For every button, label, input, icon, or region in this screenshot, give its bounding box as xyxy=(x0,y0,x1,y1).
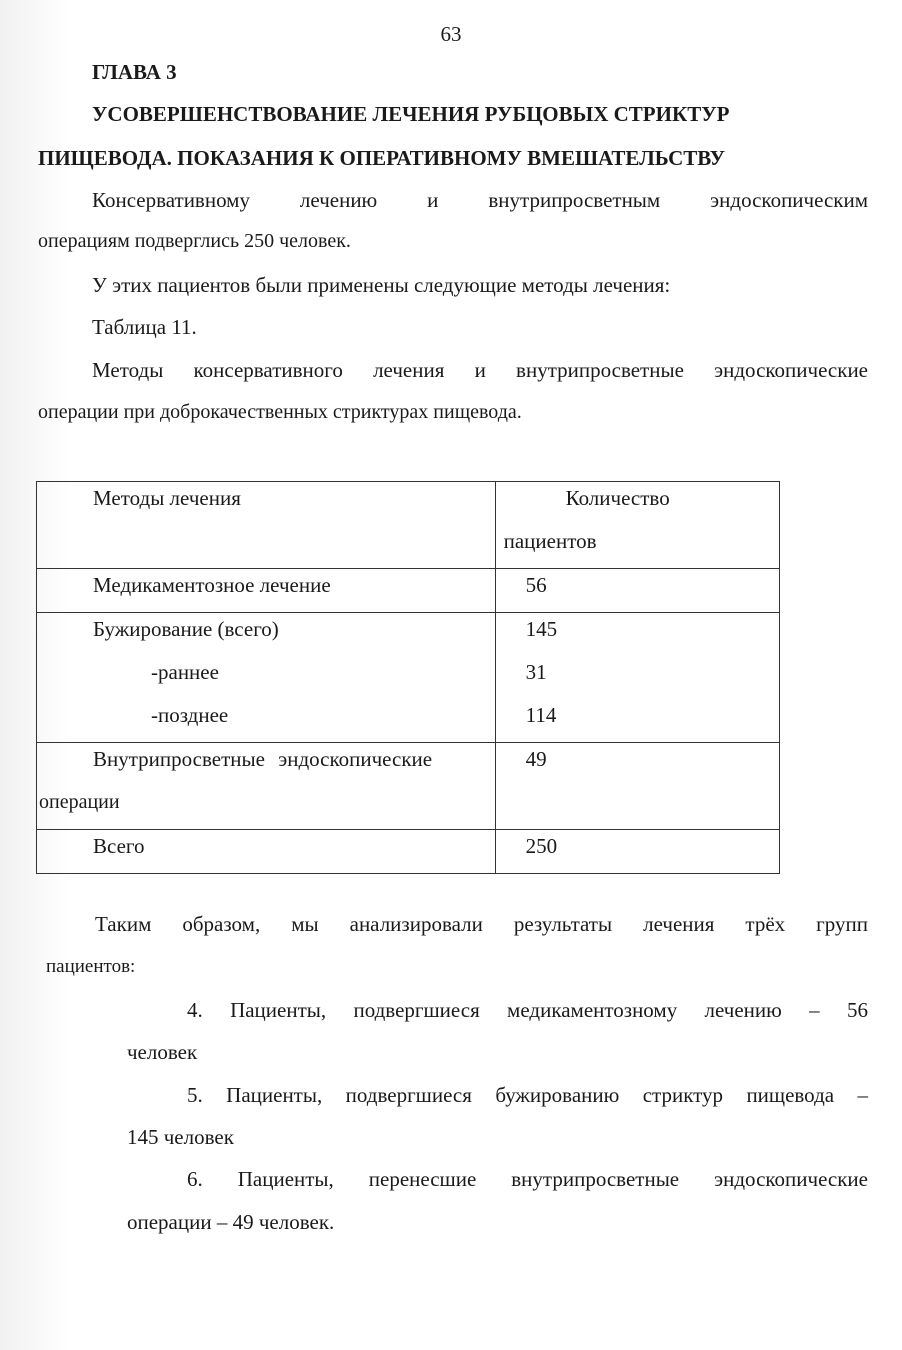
chapter-heading: ГЛАВА 3 xyxy=(92,60,177,84)
list-item-5-line-1: 5. Пациенты, подвергшиеся бужированию стриктур пищевода – xyxy=(187,1083,868,1107)
row-bougie-late-label: -позднее xyxy=(151,703,229,727)
paragraph-2: У этих пациентов были применены следующие методы лечения: xyxy=(92,273,671,297)
list-item-6-line-1: 6. Пациенты, перенесшие внутрипросветные эндоскопические xyxy=(187,1167,868,1191)
list-item-5-line-2: 145 человек xyxy=(127,1125,234,1149)
row-total-label: Всего xyxy=(93,834,145,858)
table-row xyxy=(37,569,780,613)
header-count-line-1: Количество xyxy=(565,486,670,510)
table-row xyxy=(37,743,780,830)
list-item-4-line-2: человек xyxy=(127,1040,198,1064)
row-medication-value: 56 xyxy=(525,573,547,597)
chapter-title-line-2: ПИЩЕВОДА. ПОКАЗАНИЯ К ОПЕРАТИВНОМУ ВМЕШАТЕЛЬСТВУ xyxy=(38,146,725,170)
list-item-4-line-1: 4. Пациенты, подвергшиеся медикаментозному лечению – 56 xyxy=(187,998,868,1022)
header-count-cell xyxy=(495,482,779,569)
row-bougie-late-value: 114 xyxy=(525,703,557,727)
list-item-6-line-2: операции – 49 человек. xyxy=(127,1210,335,1234)
row-bougie-value: 145 xyxy=(525,617,558,641)
table-header-row xyxy=(37,482,780,569)
header-methods-cell xyxy=(37,482,496,569)
table-label: Таблица 11. xyxy=(92,315,197,339)
methods-table xyxy=(36,481,780,874)
row-endo-value: 49 xyxy=(525,747,547,771)
header-count-line-2: пациентов xyxy=(503,529,597,553)
summary-line-1: Таким образом, мы анализировали результаты лечения трёх групп xyxy=(95,912,868,936)
row-bougie-early-value: 31 xyxy=(525,660,547,684)
row-medication-label: Медикаментозное лечение xyxy=(93,573,331,597)
paragraph-1-line-2: операциям подверглись 250 человек. xyxy=(38,230,351,252)
chapter-title-line-1: УСОВЕРШЕНСТВОВАНИЕ ЛЕЧЕНИЯ РУБЦОВЫХ СТРИКТУР xyxy=(92,102,730,126)
table-row xyxy=(37,830,780,874)
table-caption-line-1: Методы консервативного лечения и внутрипросветные эндоскопические xyxy=(92,358,868,382)
page-number: 63 xyxy=(440,22,462,46)
table-caption-line-2: операции при доброкачественных стриктурах пищевода. xyxy=(38,401,522,423)
row-endo-label-line-2: операции xyxy=(39,791,120,813)
summary-line-2: пациентов: xyxy=(46,956,136,977)
row-bougie-label: Бужирование (всего) xyxy=(93,617,279,641)
row-total-value: 250 xyxy=(525,834,558,858)
row-bougie-early-label: -раннее xyxy=(151,660,219,684)
row-endo-label-line-1: Внутрипросветные эндоскопические xyxy=(93,747,433,771)
header-methods: Методы лечения xyxy=(93,486,241,510)
table-row xyxy=(37,613,780,743)
paragraph-1-line-1: Консервативному лечению и внутрипросветным эндоскопическим xyxy=(92,188,868,212)
